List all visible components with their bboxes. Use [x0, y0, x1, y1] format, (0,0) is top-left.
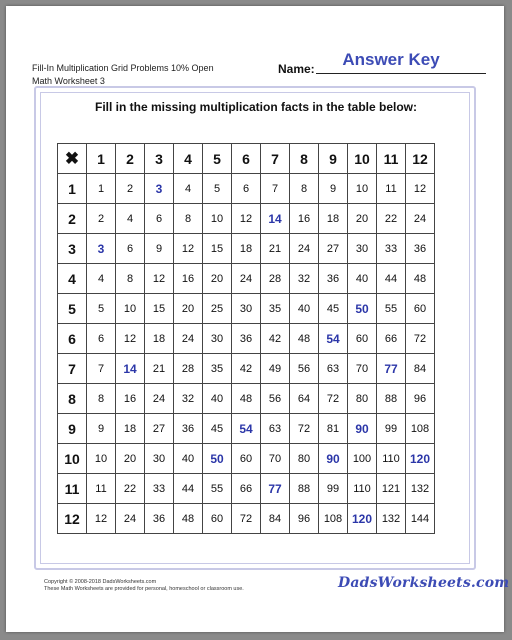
- product-cell: 4: [174, 174, 203, 204]
- row-header: 10: [58, 444, 87, 474]
- product-cell: 2: [87, 204, 116, 234]
- grid-row: [58, 384, 435, 414]
- product-cell: 108: [406, 414, 435, 444]
- product-cell: 9: [87, 414, 116, 444]
- row-header: 6: [58, 324, 87, 354]
- product-cell: 24: [145, 384, 174, 414]
- product-cell: 110: [348, 474, 377, 504]
- product-cell: 66: [377, 324, 406, 354]
- product-cell: 99: [377, 414, 406, 444]
- product-cell: 44: [174, 474, 203, 504]
- product-cell: 84: [261, 504, 290, 534]
- product-cell: 32: [174, 384, 203, 414]
- product-cell: 40: [203, 384, 232, 414]
- product-cell: 30: [348, 234, 377, 264]
- product-cell: 10: [87, 444, 116, 474]
- column-header: 9: [319, 144, 348, 174]
- row-header: 4: [58, 264, 87, 294]
- product-cell: 12: [145, 264, 174, 294]
- row-header: 8: [58, 384, 87, 414]
- product-cell: 10: [116, 294, 145, 324]
- column-header: 3: [145, 144, 174, 174]
- answer-cell: 3: [145, 174, 174, 204]
- product-cell: 24: [174, 324, 203, 354]
- product-cell: 12: [116, 324, 145, 354]
- product-cell: 8: [87, 384, 116, 414]
- product-cell: 11: [87, 474, 116, 504]
- grid-row: [58, 324, 435, 354]
- product-cell: 144: [406, 504, 435, 534]
- answer-cell: 50: [203, 444, 232, 474]
- product-cell: 132: [406, 474, 435, 504]
- grid-row: [58, 174, 435, 204]
- product-cell: 6: [232, 174, 261, 204]
- answer-cell: 120: [406, 444, 435, 474]
- answer-cell: 3: [87, 234, 116, 264]
- column-header: 11: [377, 144, 406, 174]
- product-cell: 4: [116, 204, 145, 234]
- product-cell: 121: [377, 474, 406, 504]
- row-header: 5: [58, 294, 87, 324]
- answer-key-label: Answer Key: [342, 50, 440, 69]
- row-header: 12: [58, 504, 87, 534]
- usage-note: These Math Worksheets are provided for personal, homeschool or classroom use.: [44, 586, 244, 592]
- product-cell: 56: [290, 354, 319, 384]
- product-cell: 30: [232, 294, 261, 324]
- product-cell: 42: [232, 354, 261, 384]
- product-cell: 8: [116, 264, 145, 294]
- product-cell: 27: [145, 414, 174, 444]
- product-cell: 15: [203, 234, 232, 264]
- product-cell: 27: [319, 234, 348, 264]
- product-cell: 12: [87, 504, 116, 534]
- product-cell: 16: [116, 384, 145, 414]
- product-cell: 84: [406, 354, 435, 384]
- footer: [44, 579, 244, 593]
- product-cell: 40: [174, 444, 203, 474]
- multiplication-grid: [57, 143, 435, 534]
- copyright-text: Copyright © 2008-2018 DadsWorksheets.com: [44, 579, 157, 585]
- product-cell: 5: [203, 174, 232, 204]
- product-cell: 72: [232, 504, 261, 534]
- product-cell: 72: [290, 414, 319, 444]
- product-cell: 40: [290, 294, 319, 324]
- grid-row: [58, 414, 435, 444]
- product-cell: 42: [261, 324, 290, 354]
- answer-cell: 50: [348, 294, 377, 324]
- product-cell: 32: [290, 264, 319, 294]
- product-cell: 30: [145, 444, 174, 474]
- product-cell: 20: [116, 444, 145, 474]
- product-cell: 9: [319, 174, 348, 204]
- product-cell: 18: [232, 234, 261, 264]
- product-cell: 36: [319, 264, 348, 294]
- product-cell: 70: [261, 444, 290, 474]
- product-cell: 5: [87, 294, 116, 324]
- product-cell: 24: [232, 264, 261, 294]
- product-cell: 20: [174, 294, 203, 324]
- column-header: 7: [261, 144, 290, 174]
- grid-row: [58, 264, 435, 294]
- product-cell: 45: [319, 294, 348, 324]
- grid-row: [58, 294, 435, 324]
- title-line-2: Math Worksheet 3: [32, 76, 105, 86]
- product-cell: 2: [116, 174, 145, 204]
- product-cell: 33: [145, 474, 174, 504]
- product-cell: 22: [377, 204, 406, 234]
- product-cell: 22: [116, 474, 145, 504]
- grid-header-row: [58, 144, 435, 174]
- product-cell: 28: [174, 354, 203, 384]
- name-label: Name:: [278, 62, 315, 76]
- product-cell: 80: [348, 384, 377, 414]
- product-cell: 81: [319, 414, 348, 444]
- product-cell: 24: [116, 504, 145, 534]
- product-cell: 100: [348, 444, 377, 474]
- product-cell: 44: [377, 264, 406, 294]
- column-header: 6: [232, 144, 261, 174]
- product-cell: 48: [290, 324, 319, 354]
- product-cell: 30: [203, 324, 232, 354]
- instructions: Fill in the missing multiplication facts in the table below:: [94, 100, 418, 114]
- product-cell: 4: [87, 264, 116, 294]
- product-cell: 96: [406, 384, 435, 414]
- product-cell: 60: [348, 324, 377, 354]
- product-cell: 6: [87, 324, 116, 354]
- product-cell: 10: [203, 204, 232, 234]
- product-cell: 1: [87, 174, 116, 204]
- product-cell: 8: [174, 204, 203, 234]
- product-cell: 49: [261, 354, 290, 384]
- answer-cell: 90: [348, 414, 377, 444]
- product-cell: 88: [377, 384, 406, 414]
- column-header: 1: [87, 144, 116, 174]
- grid-row: [58, 504, 435, 534]
- product-cell: 99: [319, 474, 348, 504]
- product-cell: 48: [406, 264, 435, 294]
- product-cell: 63: [261, 414, 290, 444]
- product-cell: 63: [319, 354, 348, 384]
- product-cell: 24: [290, 234, 319, 264]
- product-cell: 132: [377, 504, 406, 534]
- product-cell: 15: [145, 294, 174, 324]
- product-cell: 55: [377, 294, 406, 324]
- product-cell: 7: [261, 174, 290, 204]
- product-cell: 96: [290, 504, 319, 534]
- product-cell: 60: [232, 444, 261, 474]
- product-cell: 18: [145, 324, 174, 354]
- answer-cell: 14: [116, 354, 145, 384]
- product-cell: 12: [174, 234, 203, 264]
- title-line-1: Fill-In Multiplication Grid Problems 10% Open: [32, 63, 214, 73]
- product-cell: 33: [377, 234, 406, 264]
- product-cell: 16: [290, 204, 319, 234]
- product-cell: 56: [261, 384, 290, 414]
- answer-cell: 77: [261, 474, 290, 504]
- product-cell: 28: [261, 264, 290, 294]
- product-cell: 21: [261, 234, 290, 264]
- product-cell: 12: [232, 204, 261, 234]
- row-header: 2: [58, 204, 87, 234]
- product-cell: 25: [203, 294, 232, 324]
- column-header: 4: [174, 144, 203, 174]
- grid-row: [58, 444, 435, 474]
- product-cell: 36: [406, 234, 435, 264]
- product-cell: 18: [116, 414, 145, 444]
- product-cell: 36: [145, 504, 174, 534]
- product-cell: 110: [377, 444, 406, 474]
- row-header: 9: [58, 414, 87, 444]
- product-cell: 40: [348, 264, 377, 294]
- answer-cell: 54: [232, 414, 261, 444]
- product-cell: 72: [406, 324, 435, 354]
- answer-cell: 77: [377, 354, 406, 384]
- product-cell: 66: [232, 474, 261, 504]
- product-cell: 6: [145, 204, 174, 234]
- product-cell: 45: [203, 414, 232, 444]
- product-cell: 11: [377, 174, 406, 204]
- product-cell: 55: [203, 474, 232, 504]
- product-cell: 20: [203, 264, 232, 294]
- product-cell: 8: [290, 174, 319, 204]
- grid-row: [58, 234, 435, 264]
- product-cell: 21: [145, 354, 174, 384]
- product-cell: 88: [290, 474, 319, 504]
- column-header: 5: [203, 144, 232, 174]
- name-line: [316, 73, 486, 74]
- product-cell: 48: [232, 384, 261, 414]
- product-cell: 48: [174, 504, 203, 534]
- product-cell: 20: [348, 204, 377, 234]
- column-header: 2: [116, 144, 145, 174]
- product-cell: 70: [348, 354, 377, 384]
- product-cell: 35: [203, 354, 232, 384]
- product-cell: 60: [203, 504, 232, 534]
- column-header: 8: [290, 144, 319, 174]
- row-header: 11: [58, 474, 87, 504]
- multiply-symbol-icon: ✖: [58, 144, 87, 174]
- product-cell: 18: [319, 204, 348, 234]
- answer-cell: 14: [261, 204, 290, 234]
- row-header: 1: [58, 174, 87, 204]
- grid-row: [58, 354, 435, 384]
- product-cell: 24: [406, 204, 435, 234]
- product-cell: 60: [406, 294, 435, 324]
- column-header: 10: [348, 144, 377, 174]
- product-cell: 6: [116, 234, 145, 264]
- dadsworksheets-logo: DadsWorksheets.com: [338, 575, 510, 591]
- answer-cell: 54: [319, 324, 348, 354]
- product-cell: 72: [319, 384, 348, 414]
- grid-row: [58, 474, 435, 504]
- product-cell: 12: [406, 174, 435, 204]
- grid-row: [58, 204, 435, 234]
- product-cell: 7: [87, 354, 116, 384]
- product-cell: 36: [174, 414, 203, 444]
- product-cell: 64: [290, 384, 319, 414]
- product-cell: 80: [290, 444, 319, 474]
- row-header: 3: [58, 234, 87, 264]
- product-cell: 9: [145, 234, 174, 264]
- answer-cell: 90: [319, 444, 348, 474]
- product-cell: 36: [232, 324, 261, 354]
- product-cell: 16: [174, 264, 203, 294]
- row-header: 7: [58, 354, 87, 384]
- column-header: 12: [406, 144, 435, 174]
- worksheet-title: [32, 62, 232, 88]
- product-cell: 35: [261, 294, 290, 324]
- product-cell: 108: [319, 504, 348, 534]
- answer-cell: 120: [348, 504, 377, 534]
- product-cell: 10: [348, 174, 377, 204]
